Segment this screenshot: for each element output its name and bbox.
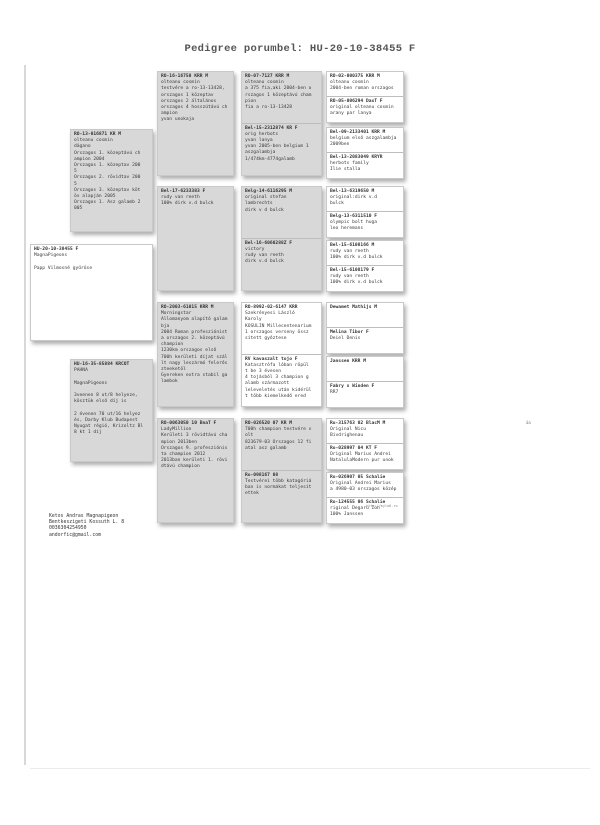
- great-ancestor-card: [326, 186, 404, 238]
- great-ancestor-text: belgium első aszgalambja 2009ben: [330, 136, 397, 148]
- grandparent-text: Morningstar Allomanyom alapító galam bja 2004 Roman profesziónist a orszagos 2. közeptávú champion 1230km orszagos első 700h kerületi díjat szál lt nagy leszármó felerős zteeketöl Gyereken extra stabil ga lambok: [161, 311, 228, 385]
- subject-card: [30, 244, 153, 341]
- great-ancestor-text: Original Andrei Marius a 4980-03 orszagos közép: [330, 481, 397, 493]
- great-ancestor-card: [326, 71, 404, 123]
- ancestor-text: 700h champion testvére v olt 823679-03 Orszagos 12 fi atal asz galamb: [245, 427, 312, 451]
- great-ancestor-text: original olteanu cosmin arany par lanya: [330, 105, 394, 117]
- great-ancestor-ring: Dewamet Mathijs M: [330, 305, 378, 310]
- owner-info: Ketos Andras Magnapigeon Bentkeszigeti Kossuth L. 8 0036304254950 andorfic@gmail.com: [49, 514, 125, 538]
- ancestor-ring: Bel-16-6060288Z F: [245, 240, 293, 246]
- grandparent-card: [157, 418, 234, 523]
- ancestor-card: [241, 71, 322, 176]
- great-ancestor-ring: Ro-028997 04 KT F: [330, 446, 378, 451]
- sire-text: olteanu cosmin dăgano Orszagos 1. közeptávú ch ampion 2004 Orszagos 1. közeptav 200 5 Orszagos 2. rövidtav 200 5 Orszagos 3. közeptav köt öv alapján 2005 Orszagos 1. Asz galamb 2 005: [74, 138, 141, 212]
- ancestor-ring: RV kavaszalt tojo F: [245, 356, 298, 362]
- page-title: Pedigree porumbel: HU-20-10-38455 F: [184, 43, 416, 55]
- grandparent-ring: RO-16-16750 KRR M: [161, 74, 209, 79]
- ancestor-ring: Bel-15-2312874 KR F: [245, 125, 298, 131]
- great-ancestor-ring: Ro-124555 06 Schalie: [330, 500, 386, 505]
- great-ancestor-card: [326, 127, 404, 179]
- grandparent-text: rudy van reeth 100% dirk v.d bulck: [161, 195, 214, 207]
- great-ancestor-card: [326, 418, 404, 470]
- great-ancestor-card: [326, 472, 404, 524]
- great-ancestor-ring: Ro-026907 05 Schalie: [330, 475, 386, 480]
- ancestor-ring: Ro-098167 08: [245, 472, 279, 478]
- ancestor-card: [241, 302, 322, 407]
- footer-watermark: http://mylo6.ro: [366, 504, 398, 508]
- paper-bottom-edge: [30, 768, 590, 819]
- dam-text: PAHNA MagnaPigeons 3veenen 8 ut/8 helyeze, kösztük első díj is 2 évenen 70 ut/16 helyez és, Darby Klub Budapest Nyugat régió, Krizoltz Bl 8 kt 1 díj: [74, 368, 144, 436]
- grandparent-text: LadyMillion Kerületi 3 rövidtávú cha mpion 2013ben Orszagos 9. profesziónis ta champion 2012 2013ban kerületi 1. rövi dtávú champion: [161, 427, 228, 470]
- great-ancestor-text: Deiel Denis: [330, 336, 361, 342]
- grandparent-card: [157, 71, 234, 176]
- side-mark: ăa: [526, 420, 531, 425]
- great-ancestor-text: herbots family Ilie stalla: [330, 161, 369, 173]
- ancestor-ring: RO-07-7127 KRR M: [245, 74, 290, 79]
- grandparent-ring: RO-0063050 10 BnaT F: [161, 421, 217, 426]
- great-ancestor-ring: Fabry x Winden F: [330, 384, 375, 389]
- grandparent-text: olteanu cosmin testvére a ro-13-13428, orszagos 1 közeptav orszagos 2 általános orszagos 4 hosszútávú ch ampion yvan unokaja: [161, 80, 228, 123]
- great-ancestor-text: rudy van reeth 100% dirk v.d bulck: [330, 249, 383, 261]
- great-ancestor-card: [326, 302, 404, 354]
- great-ancestor-ring: Melina Tibor F: [330, 330, 369, 335]
- grandparent-ring: RO-2003-61015 KRR M: [161, 305, 214, 310]
- subject-text: MagnaPigeons Papp Vilmosné gyűrűse: [34, 253, 93, 271]
- dam-ring: HU-16-35-85884 KRCOT: [74, 362, 130, 367]
- dam-card: [70, 359, 153, 462]
- great-ancestor-ring: Belg-13-6311510 F: [330, 214, 378, 219]
- great-ancestor-text: Original Marius Andrei NatalulaModern pur unok: [330, 452, 394, 464]
- great-ancestor-ring: RO-05-006294 DaxT F: [330, 99, 383, 104]
- ancestor-ring: RO-8992-02-6147 KRR: [245, 305, 298, 310]
- great-ancestor-ring: RO-02-000375 KRR M: [330, 74, 380, 79]
- great-ancestor-card: [326, 356, 404, 408]
- great-ancestor-text: olympic bolt huga leo heremans: [330, 220, 378, 232]
- grandparent-card: [157, 186, 234, 291]
- great-ancestor-ring: Bel-15-6108179 F: [330, 268, 375, 273]
- ancestor-ring: RO-026520 07 KR M: [245, 421, 293, 426]
- grandparent-ring: Bel-17-6233383 F: [161, 189, 206, 194]
- great-ancestor-text: original:dirk v.d bulck: [330, 195, 378, 207]
- ancestor-text: Testvérei több katagóriá ban is normákat teljesít ettek: [245, 478, 312, 497]
- grandparent-card: [157, 302, 234, 407]
- ancestor-text: Katasztrófa lóban röpül t be 3 évesen 4 tojásból 3 champion g alamb származott leleveletés után kidérül t több kiemelkedő ered: [245, 362, 312, 399]
- ancestor-card: [241, 418, 322, 523]
- great-ancestor-text: RR7: [330, 390, 339, 396]
- ancestor-text: olteanu cosmin a 375 fia,aki 2004-ben o rszagos 1 közeptávú cham pion fia a ro-13-13428: [245, 80, 312, 111]
- great-ancestor-card: [326, 240, 404, 292]
- sheet-edge: [24, 65, 26, 765]
- great-ancestor-ring: Bel-13-6319650 M: [330, 189, 375, 194]
- subject-ring: HU-20-10-38455 F: [34, 247, 79, 252]
- great-ancestor-ring: Bel-13-2083049 KRYR: [330, 155, 383, 160]
- sire-card: [70, 129, 153, 232]
- ancestor-text: original stefan lambrechts dirk v d bulck: [245, 195, 287, 213]
- ancestor-text: victory rudy van reeth dirk v.d bulck: [245, 246, 284, 265]
- great-ancestor-ring: Janssen KRR M: [330, 359, 366, 364]
- great-ancestor-ring: Bel-09-2133401 KRR M: [330, 130, 386, 135]
- sire-ring: RO-13-016871 KR M: [74, 132, 122, 137]
- great-ancestor-text: riginal Degaru Ion 100% Janssen: [330, 506, 380, 518]
- ancestor-card: [241, 186, 322, 291]
- great-ancestor-text: rudy van reeth 100% dirk v.d bulck: [330, 274, 383, 286]
- great-ancestor-ring: Bel-15-6108166 M: [330, 243, 375, 248]
- great-ancestor-text: olteanu cosmin 2004-ben roman orszagos: [330, 80, 394, 92]
- great-ancestor-text: Original Nicu Bivdrighenau: [330, 427, 366, 439]
- great-ancestor-ring: Ru-315763 02 BlacM M: [330, 421, 386, 426]
- ancestor-ring: Belg-14-6116295 M: [245, 189, 293, 194]
- ancestor-text: orig herbots yvan lanya yvan 2005-ben belgium 1 aszgalambja 1/474km-4774galamb: [245, 131, 309, 162]
- ancestor-text: Szekrényesi László Karoly KOSULIN Millecentenarium 1 orszagos verseny össz sített győztese: [245, 311, 312, 342]
